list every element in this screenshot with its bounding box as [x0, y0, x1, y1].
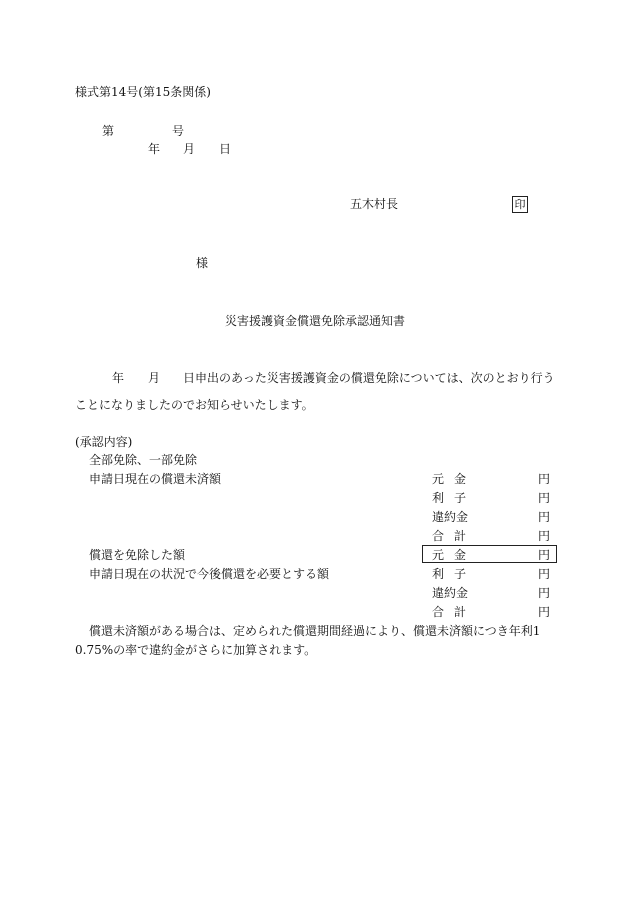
unpaid-total-yen: 円: [538, 529, 551, 543]
remaining-interest-yen: 円: [538, 567, 551, 581]
date-day: 日: [219, 142, 232, 156]
remaining-penalty-label: 違約金: [432, 586, 469, 600]
note-line-2: 0.75%の率で違約金がさらに加算されます。: [75, 643, 317, 657]
remaining-total-label: 合計: [432, 605, 477, 619]
unpaid-penalty-label: 違約金: [432, 510, 469, 524]
exempted-label: 償還を免除した額: [89, 548, 186, 562]
form-number: 様式第14号(第15条関係): [75, 85, 211, 99]
note-line-1: 償還未済額がある場合は、定められた償還期間経過により、償還未済額につき年利1: [89, 624, 541, 638]
approval-heading: (承認内容): [75, 435, 133, 449]
unpaid-interest-label: 利子: [432, 491, 477, 505]
exempted-principal-label: 元金: [432, 548, 477, 562]
issuer-name: 五木村長: [350, 197, 399, 211]
remaining-penalty-yen: 円: [538, 586, 551, 600]
unpaid-penalty-yen: 円: [538, 510, 551, 524]
unpaid-principal-yen: 円: [538, 472, 551, 486]
remaining-interest-label: 利子: [432, 567, 477, 581]
date-year: 年: [148, 142, 161, 156]
remaining-total-yen: 円: [538, 605, 551, 619]
document-title: 災害援護資金償還免除承認通知書: [225, 314, 406, 328]
body-month: 月: [148, 371, 161, 385]
body-line-2: ことになりましたのでお知らせいたします。: [75, 398, 314, 412]
body-year: 年: [112, 371, 125, 385]
seal-mark: 印: [512, 196, 528, 213]
unpaid-total-label: 合計: [432, 529, 477, 543]
approval-type: 全部免除、一部免除: [89, 453, 198, 467]
unpaid-principal-label: 元金: [432, 472, 477, 486]
unpaid-label: 申請日現在の償還未済額: [89, 472, 222, 486]
date-month: 月: [183, 142, 196, 156]
unpaid-interest-yen: 円: [538, 491, 551, 505]
doc-number-suffix: 号: [172, 124, 185, 138]
recipient-suffix: 様: [196, 256, 209, 270]
remaining-label: 申請日現在の状況で今後償還を必要とする額: [89, 567, 330, 581]
doc-number-prefix: 第: [102, 124, 115, 138]
body-line-1: 日申出のあった災害援護資金の償還免除については、次のとおり行う: [183, 371, 555, 385]
exempted-principal-yen: 円: [538, 548, 551, 562]
